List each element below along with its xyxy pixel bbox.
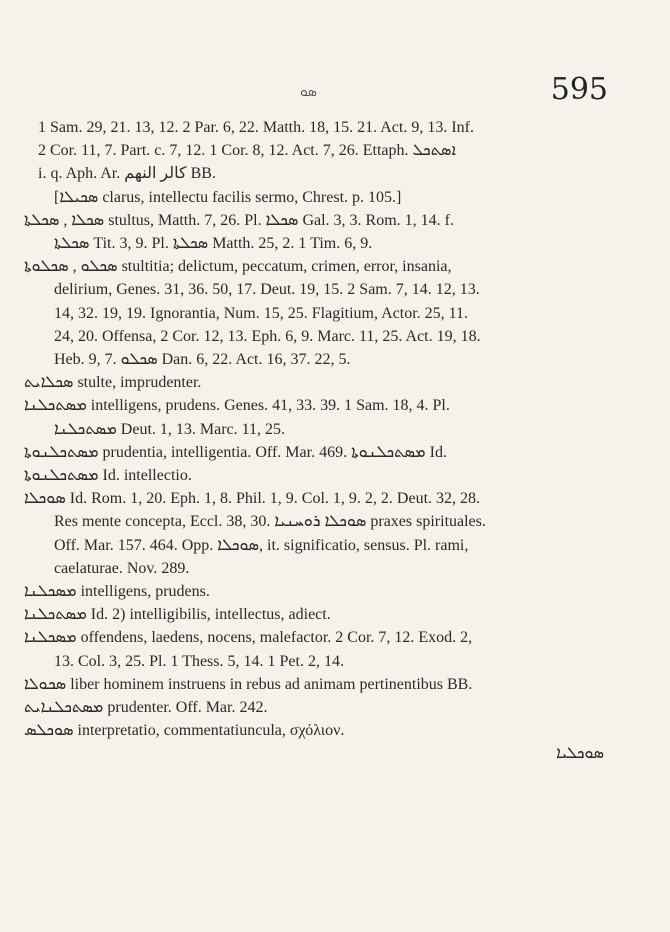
text-line: caelaturae. Nov. 289. <box>54 559 190 577</box>
text-line: delirium, Genes. 31, 36. 50, 17. Deut. 19, 15. 2 Sam. 7, 14. 12, 13. <box>54 281 480 299</box>
text-line: [ܣܟܝܠܐ clarus, intellectu facilis sermo, Chrest. p. 105.] <box>54 188 402 206</box>
running-head: ܣܘ <box>300 84 318 100</box>
text-line: 1 Sam. 29, 21. 13, 12. 2 Par. 6, 22. Matth. 18, 15. 21. Act. 9, 13. Inf. <box>38 119 474 136</box>
text-line: 2 Cor. 11, 7. Part. c. 7, 12. 1 Cor. 8, 12. Act. 7, 26. Ettaph. ܐܣܬܟܠ <box>38 142 456 160</box>
text-line: ܣܘܟܠܝܐ <box>556 745 604 763</box>
text-line: 13. Col. 3, 25. Pl. 1 Thess. 5, 14. 1 Pet. 2, 14. <box>54 652 344 670</box>
text-line: ܡܣܬܟܠܢܐ Id. 2) intelligibilis, intellectus, adiect. <box>24 606 331 624</box>
text-line: ܡܣܬܟܠܢܐܝܬ prudenter. Off. Mar. 242. <box>24 699 268 717</box>
text-line: ܣܟܠܬܐ Tit. 3, 9. Pl. ܣܟܠܬܐ Matth. 25, 2. 1 Tim. 6, 9. <box>54 235 373 253</box>
text-line: 14, 32. 19, 19. Ignorantia, Num. 15, 25. Flagitium, Actor. 25, 11. <box>54 304 469 322</box>
text-line: ܡܣܬܟܠܢܐ intelligens, prudens. Genes. 41, 33. 39. 1 Sam. 18, 4. Pl. <box>24 397 450 415</box>
text-line: Heb. 9, 7. ܣܟܠܘ Dan. 6, 22. Act. 16, 37. 22, 5. <box>54 351 351 369</box>
text-line: ܣܟܠܐܝܬ stulte, imprudenter. <box>24 374 202 392</box>
text-line: 24, 20. Offensa, 2 Cor. 12, 13. Eph. 6, 9. Marc. 11, 25. Act. 19, 18. <box>54 327 481 345</box>
page-number: 595 <box>550 72 608 107</box>
text-line: ܣܘܟܠܣ interpretatio, commentatiuncula, σχόλιον. <box>24 722 345 740</box>
text-line: ܣܟܠܐ , ܣܟܠܬܐ stultus, Matth. 7, 26. Pl. ܣܟܠܐ Gal. 3, 3. Rom. 1, 14. f. <box>24 211 454 229</box>
text-line: ܣܟܘܠܐ liber hominem instruens in rebus ad animam pertinentibus BB. <box>24 675 473 693</box>
dictionary-entries <box>24 116 624 766</box>
text-line: ܡܣܬܟܠܢܐ Deut. 1, 13. Marc. 11, 25. <box>54 420 286 438</box>
text-line: ܡܣܬܟܠܢܘܬܐ prudentia, intelligentia. Off. Mar. 469. ܡܣܬܟܠܢܘܬܐ Id. <box>24 443 447 461</box>
text-line: ܣܟܠܘ , ܣܟܠܘܬܐ stultitia; delictum, peccatum, crimen, error, insania, <box>24 258 452 276</box>
text-line: ܣܘܟܠܐ Id. Rom. 1, 20. Eph. 1, 8. Phil. 1, 9. Col. 1, 9. 2, 2. Deut. 32, 28. <box>24 490 481 508</box>
text-line: Res mente concepta, Eccl. 38, 30. ܣܘܟܠܐ ܪܘܚܢܝܐ praxes spirituales. <box>54 513 486 531</box>
text-line: i. q. Aph. Ar. ﻛﺎﻟﺮ ﺍﻟﻨﻬﻢ BB. <box>38 165 216 183</box>
text-line: Off. Mar. 157. 464. Opp. ܣܘܟܠܐ, it. significatio, sensus. Pl. rami, <box>54 536 469 554</box>
text-line: ܡܣܟܠܢܐ offendens, laedens, nocens, malefactor. 2 Cor. 7, 12. Exod. 2, <box>24 629 473 647</box>
page-header <box>0 72 670 112</box>
text-line: ܡܣܬܟܠܢܘܬܐ Id. intellectio. <box>24 467 192 485</box>
text-line: ܡܣܟܠܢܐ intelligens, prudens. <box>24 583 210 601</box>
